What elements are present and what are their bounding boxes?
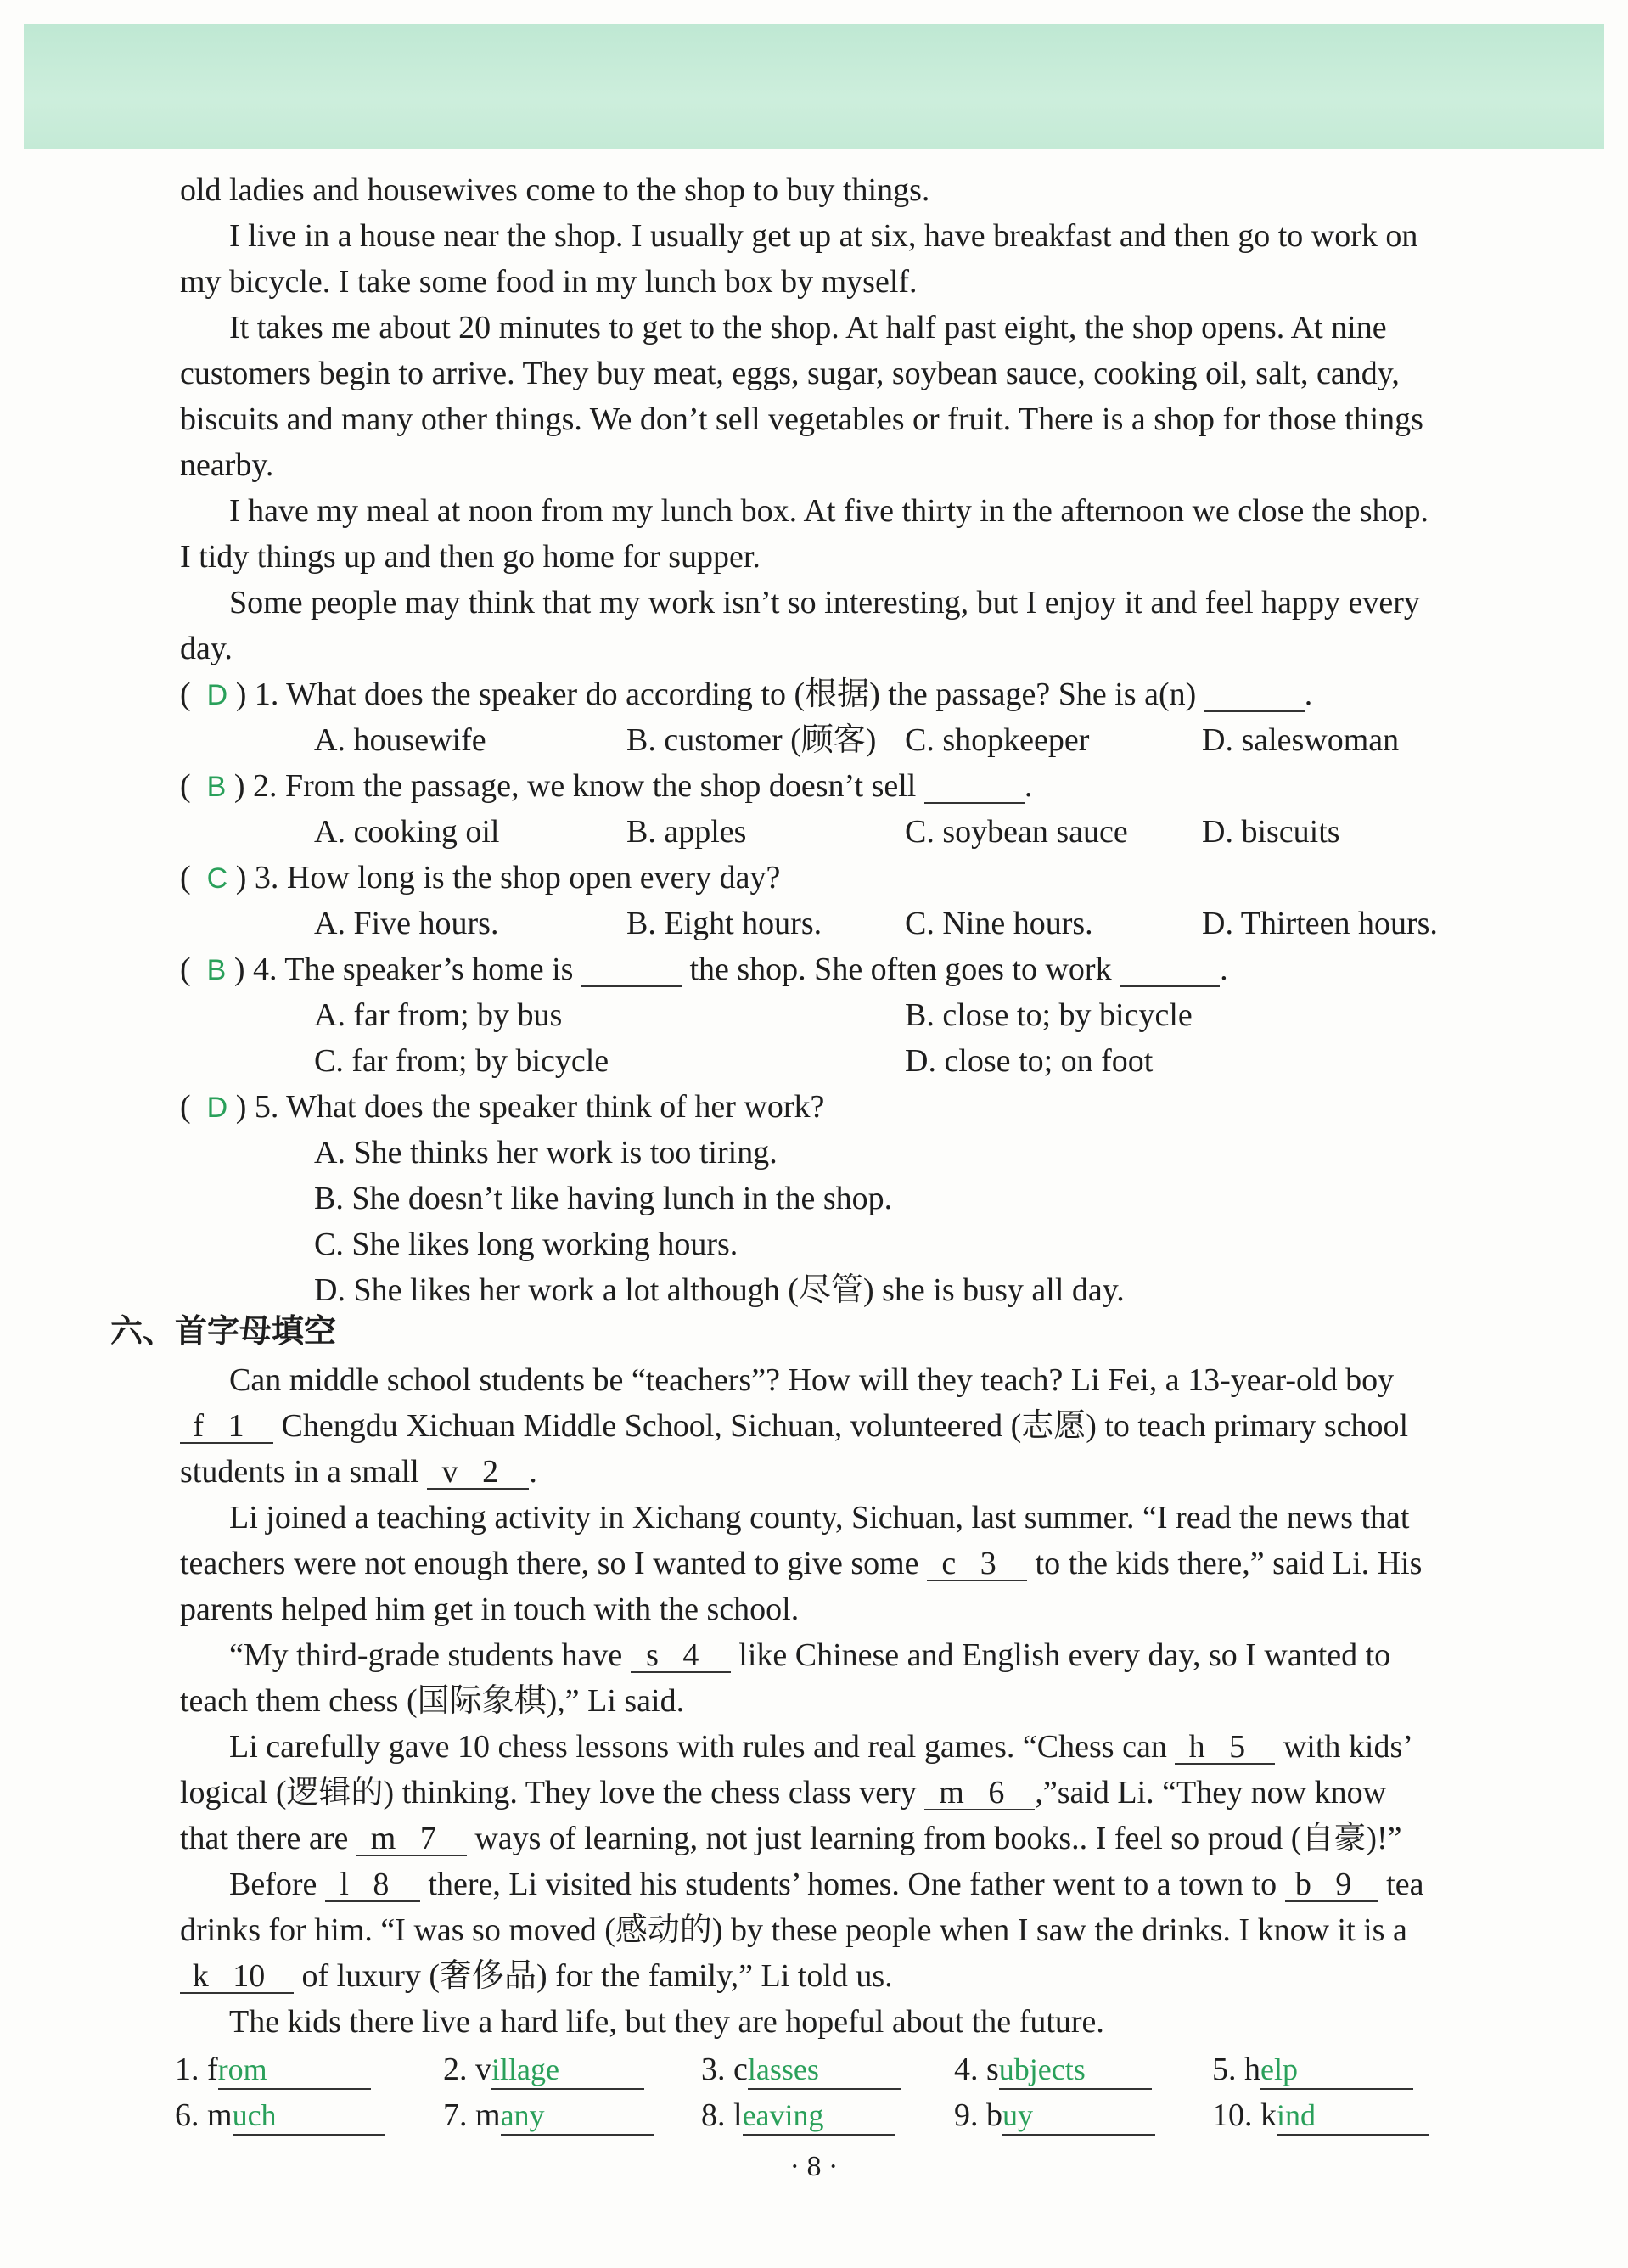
- cloze-blank: m 7: [356, 1822, 467, 1856]
- question-blank: [924, 770, 1025, 804]
- cloze-line: “My third-grade students have s 4 like Chinese and English every day, so I wanted to: [229, 1637, 1391, 1673]
- answer-letter: C: [206, 862, 228, 895]
- option: D. Thirteen hours.: [1202, 906, 1438, 941]
- cloze-line: that there are m 7 ways of learning, not just learning from books.. I feel so proud (自豪)!”: [180, 1821, 1402, 1856]
- cloze-line: Before l 8 there, Li visited his students’ homes. One father went to a town to b 9 tea: [229, 1867, 1424, 1902]
- question-3: ( C ) 3. How long is the shop open every day?: [180, 860, 781, 895]
- cloze-line: f 1 Chengdu Xichuan Middle School, Sichuan, volunteered (志愿) to teach primary school: [180, 1407, 1408, 1445]
- question-blank: [581, 953, 682, 987]
- cloze-blank: l 8: [325, 1868, 420, 1902]
- cloze-blank: k 10: [180, 1960, 294, 1994]
- option: C. She likes long working hours.: [314, 1227, 738, 1262]
- question-5: ( D ) 5. What does the speaker think of her work?: [180, 1089, 825, 1125]
- cloze-blank: v 2: [427, 1456, 529, 1490]
- answer-fill: 2. village: [443, 2051, 644, 2090]
- answer-letter: B: [206, 954, 227, 986]
- answer-fill: 4. subjects: [954, 2051, 1152, 2090]
- option: C. shopkeeper: [905, 722, 1090, 758]
- answer-letter: D: [206, 1092, 228, 1124]
- question-blank: [1204, 678, 1305, 712]
- option: C. far from; by bicycle: [314, 1043, 609, 1079]
- passage-line: my bicycle. I take some food in my lunch box by myself.: [180, 264, 918, 300]
- option: B. customer (顾客): [626, 722, 877, 758]
- cloze-line: Li joined a teaching activity in Xichang county, Sichuan, last summer. “I read the news that: [229, 1500, 1410, 1535]
- option: D. close to; on foot: [905, 1043, 1154, 1079]
- option: A. housewife: [314, 722, 486, 758]
- option: D. biscuits: [1202, 814, 1340, 850]
- answer-letter: B: [206, 771, 227, 803]
- passage-line: I live in a house near the shop. I usually get up at six, have breakfast and then go to work on: [229, 218, 1418, 254]
- answer-fill: 10. kind: [1212, 2097, 1429, 2136]
- answer-fill: 8. leaving: [701, 2097, 895, 2136]
- answer-fill: 3. classes: [701, 2051, 901, 2090]
- question-blank: [1120, 953, 1220, 987]
- cloze-line: The kids there live a hard life, but they are hopeful about the future.: [229, 2004, 1104, 2040]
- option: C. soybean sauce: [905, 814, 1128, 850]
- option: A. cooking oil: [314, 814, 500, 850]
- cloze-blank: c 3: [927, 1547, 1027, 1581]
- section-title: 六、首字母填空: [110, 1312, 337, 1350]
- cloze-blank: h 5: [1175, 1731, 1275, 1765]
- cloze-line: students in a small v 2 .: [180, 1454, 537, 1490]
- cloze-line: Li carefully gave 10 chess lessons with rules and real games. “Chess can h 5 with kids’: [229, 1729, 1413, 1765]
- passage-line: Some people may think that my work isn’t so interesting, but I enjoy it and feel happy every: [229, 585, 1420, 620]
- page-number: · 8 ·: [789, 2151, 839, 2182]
- passage-line: biscuits and many other things. We don’t sell vegetables or fruit. There is a shop for those things: [180, 401, 1423, 437]
- cloze-line: k 10 of luxury (奢侈品) for the family,” Li told us.: [180, 1957, 893, 1995]
- question-2: ( B ) 2. From the passage, we know the shop doesn’t sell .: [180, 768, 1033, 804]
- cloze-line: parents helped him get in touch with the school.: [180, 1592, 800, 1627]
- cloze-blank: b 9: [1285, 1868, 1378, 1902]
- cloze-line: Can middle school students be “teachers”? How will they teach? Li Fei, a 13-year-old boy: [229, 1362, 1395, 1398]
- option: D. She likes her work a lot although (尽管) she is busy all day.: [314, 1272, 1125, 1308]
- passage-line: nearby.: [180, 447, 274, 483]
- passage-line: I have my meal at noon from my lunch box. At five thirty in the afternoon we close the shop.: [229, 493, 1429, 529]
- passage-line: I tidy things up and then go home for supper.: [180, 539, 761, 575]
- cloze-blank: s 4: [631, 1639, 731, 1673]
- option: A. Five hours.: [314, 906, 499, 941]
- passage-line: It takes me about 20 minutes to get to the shop. At half past eight, the shop opens. At nine: [229, 310, 1387, 345]
- passage-line: customers begin to arrive. They buy meat, eggs, sugar, soybean sauce, cooking oil, salt, candy,: [180, 356, 1400, 391]
- option: C. Nine hours.: [905, 906, 1093, 941]
- option: D. saleswoman: [1202, 722, 1400, 758]
- answer-fill: 5. help: [1212, 2051, 1413, 2090]
- cloze-blank: f 1: [180, 1410, 273, 1444]
- cloze-line: teachers were not enough there, so I wanted to give some c 3 to the kids there,” said Li. His: [180, 1546, 1423, 1581]
- answer-fill: 9. buy: [954, 2097, 1155, 2136]
- answer-letter: D: [206, 679, 228, 711]
- answer-fill: 7. many: [443, 2097, 654, 2136]
- option: B. Eight hours.: [626, 906, 822, 941]
- option: B. She doesn’t like having lunch in the shop.: [314, 1181, 893, 1216]
- option: A. She thinks her work is too tiring.: [314, 1135, 778, 1170]
- cloze-line: drinks for him. “I was so moved (感动的) by these people when I saw the drinks. I know it is a: [180, 1912, 1407, 1948]
- question-1: ( D ) 1. What does the speaker do according to (根据) the passage? She is a(n) .: [180, 676, 1313, 712]
- passage-line: old ladies and housewives come to the shop to buy things.: [180, 172, 930, 208]
- option: B. apples: [626, 814, 747, 850]
- answer-fill: 1. from: [175, 2051, 371, 2090]
- cloze-blank: m 6: [924, 1777, 1035, 1810]
- option: A. far from; by bus: [314, 997, 563, 1033]
- answer-fill: 6. much: [175, 2097, 385, 2136]
- cloze-line: teach them chess (国际象棋),” Li said.: [180, 1683, 685, 1719]
- cloze-line: logical (逻辑的) thinking. They love the chess class very m 6 ,”said Li. “They now know: [180, 1775, 1387, 1810]
- option: B. close to; by bicycle: [905, 997, 1193, 1033]
- question-4: ( B ) 4. The speaker’s home is the shop. She often goes to work .: [180, 952, 1228, 987]
- passage-line: day.: [180, 631, 233, 666]
